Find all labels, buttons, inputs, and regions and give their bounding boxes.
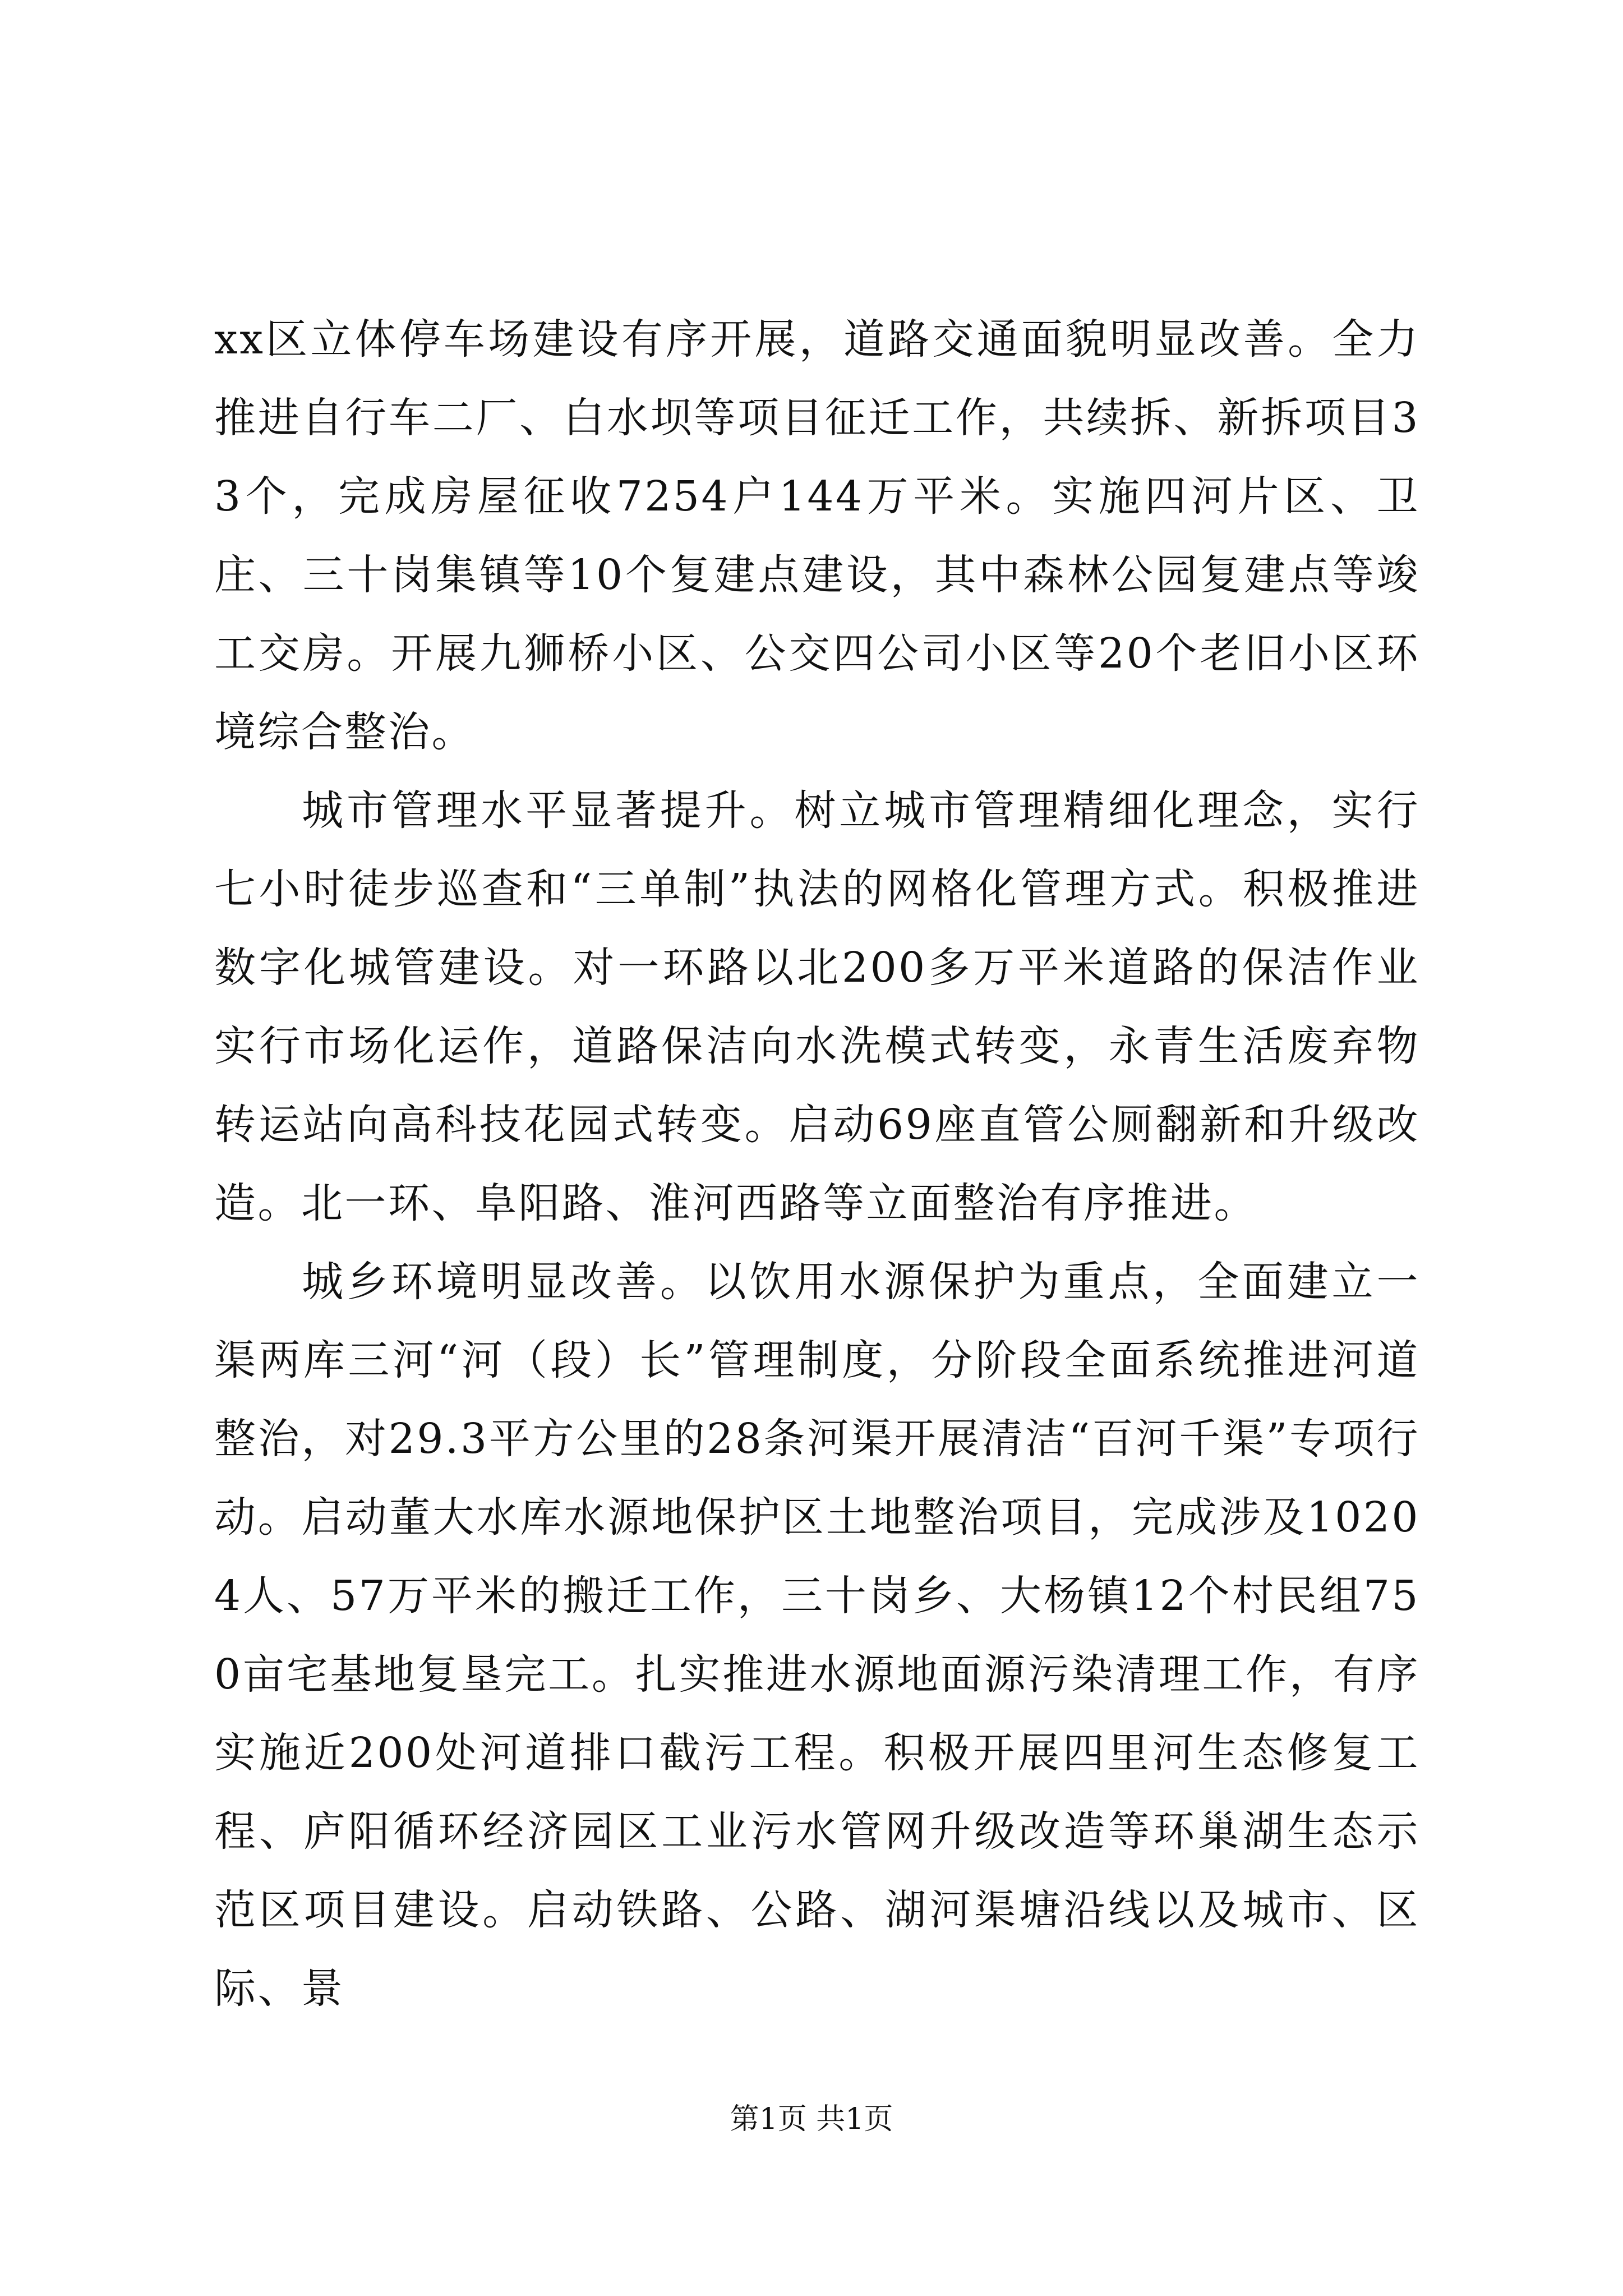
document-body [214,300,1420,2028]
paragraph-2: 城市管理水平显著提升。树立城市管理精细化理念，实行七小时徒步巡查和“三单制”执法的网格化管理方式。积极推进数字化城管建设。对一环路以北200多万平米道路的保洁作业实行市场化运作，道路保洁向水洗模式转变，永青生活废弃物转运站向高科技花园式转变。启动69座直管公厕翻新和升级改造。北一环、阜阳路、淮河西路等立面整治有序推进。 [214,786,1420,1227]
page-number-label: 第1页 共1页 [730,2102,893,2136]
paragraph-3: 城乡环境明显改善。以饮用水源保护为重点，全面建立一渠两库三河“河（段）长”管理制度，分阶段全面系统推进河道整治，对29.3平方公里的28条河渠开展清洁“百河千渠”专项行动。启动董大水库水源地保护区土地整治项目，完成涉及10204人、57万平米的搬迁工作，三十岗乡、大杨镇12个村民组750亩宅基地复垦完工。扎实推进水源地面源污染清理工作，有序实施近200处河道排口截污工程。积极开展四里河生态修复工程、庐阳循环经济园区工业污水管网升级改造等环巢湖生态示范区项目建设。启动铁路、公路、湖河渠塘沿线以及城市、区际、景 [214,1258,1420,2013]
paragraph-1: xx区立体停车场建设有序开展，道路交通面貌明显改善。全力推进自行车二厂、白水坝等项目征迁工作，共续拆、新拆项目33个，完成房屋征收7254户144万平米。实施四河片区、卫庄、三十岗集镇等10个复建点建设，其中森林公园复建点等竣工交房。开展九狮桥小区、公交四公司小区等20个老旧小区环境综合整治。 [214,315,1420,756]
page-footer [0,2102,1623,2136]
